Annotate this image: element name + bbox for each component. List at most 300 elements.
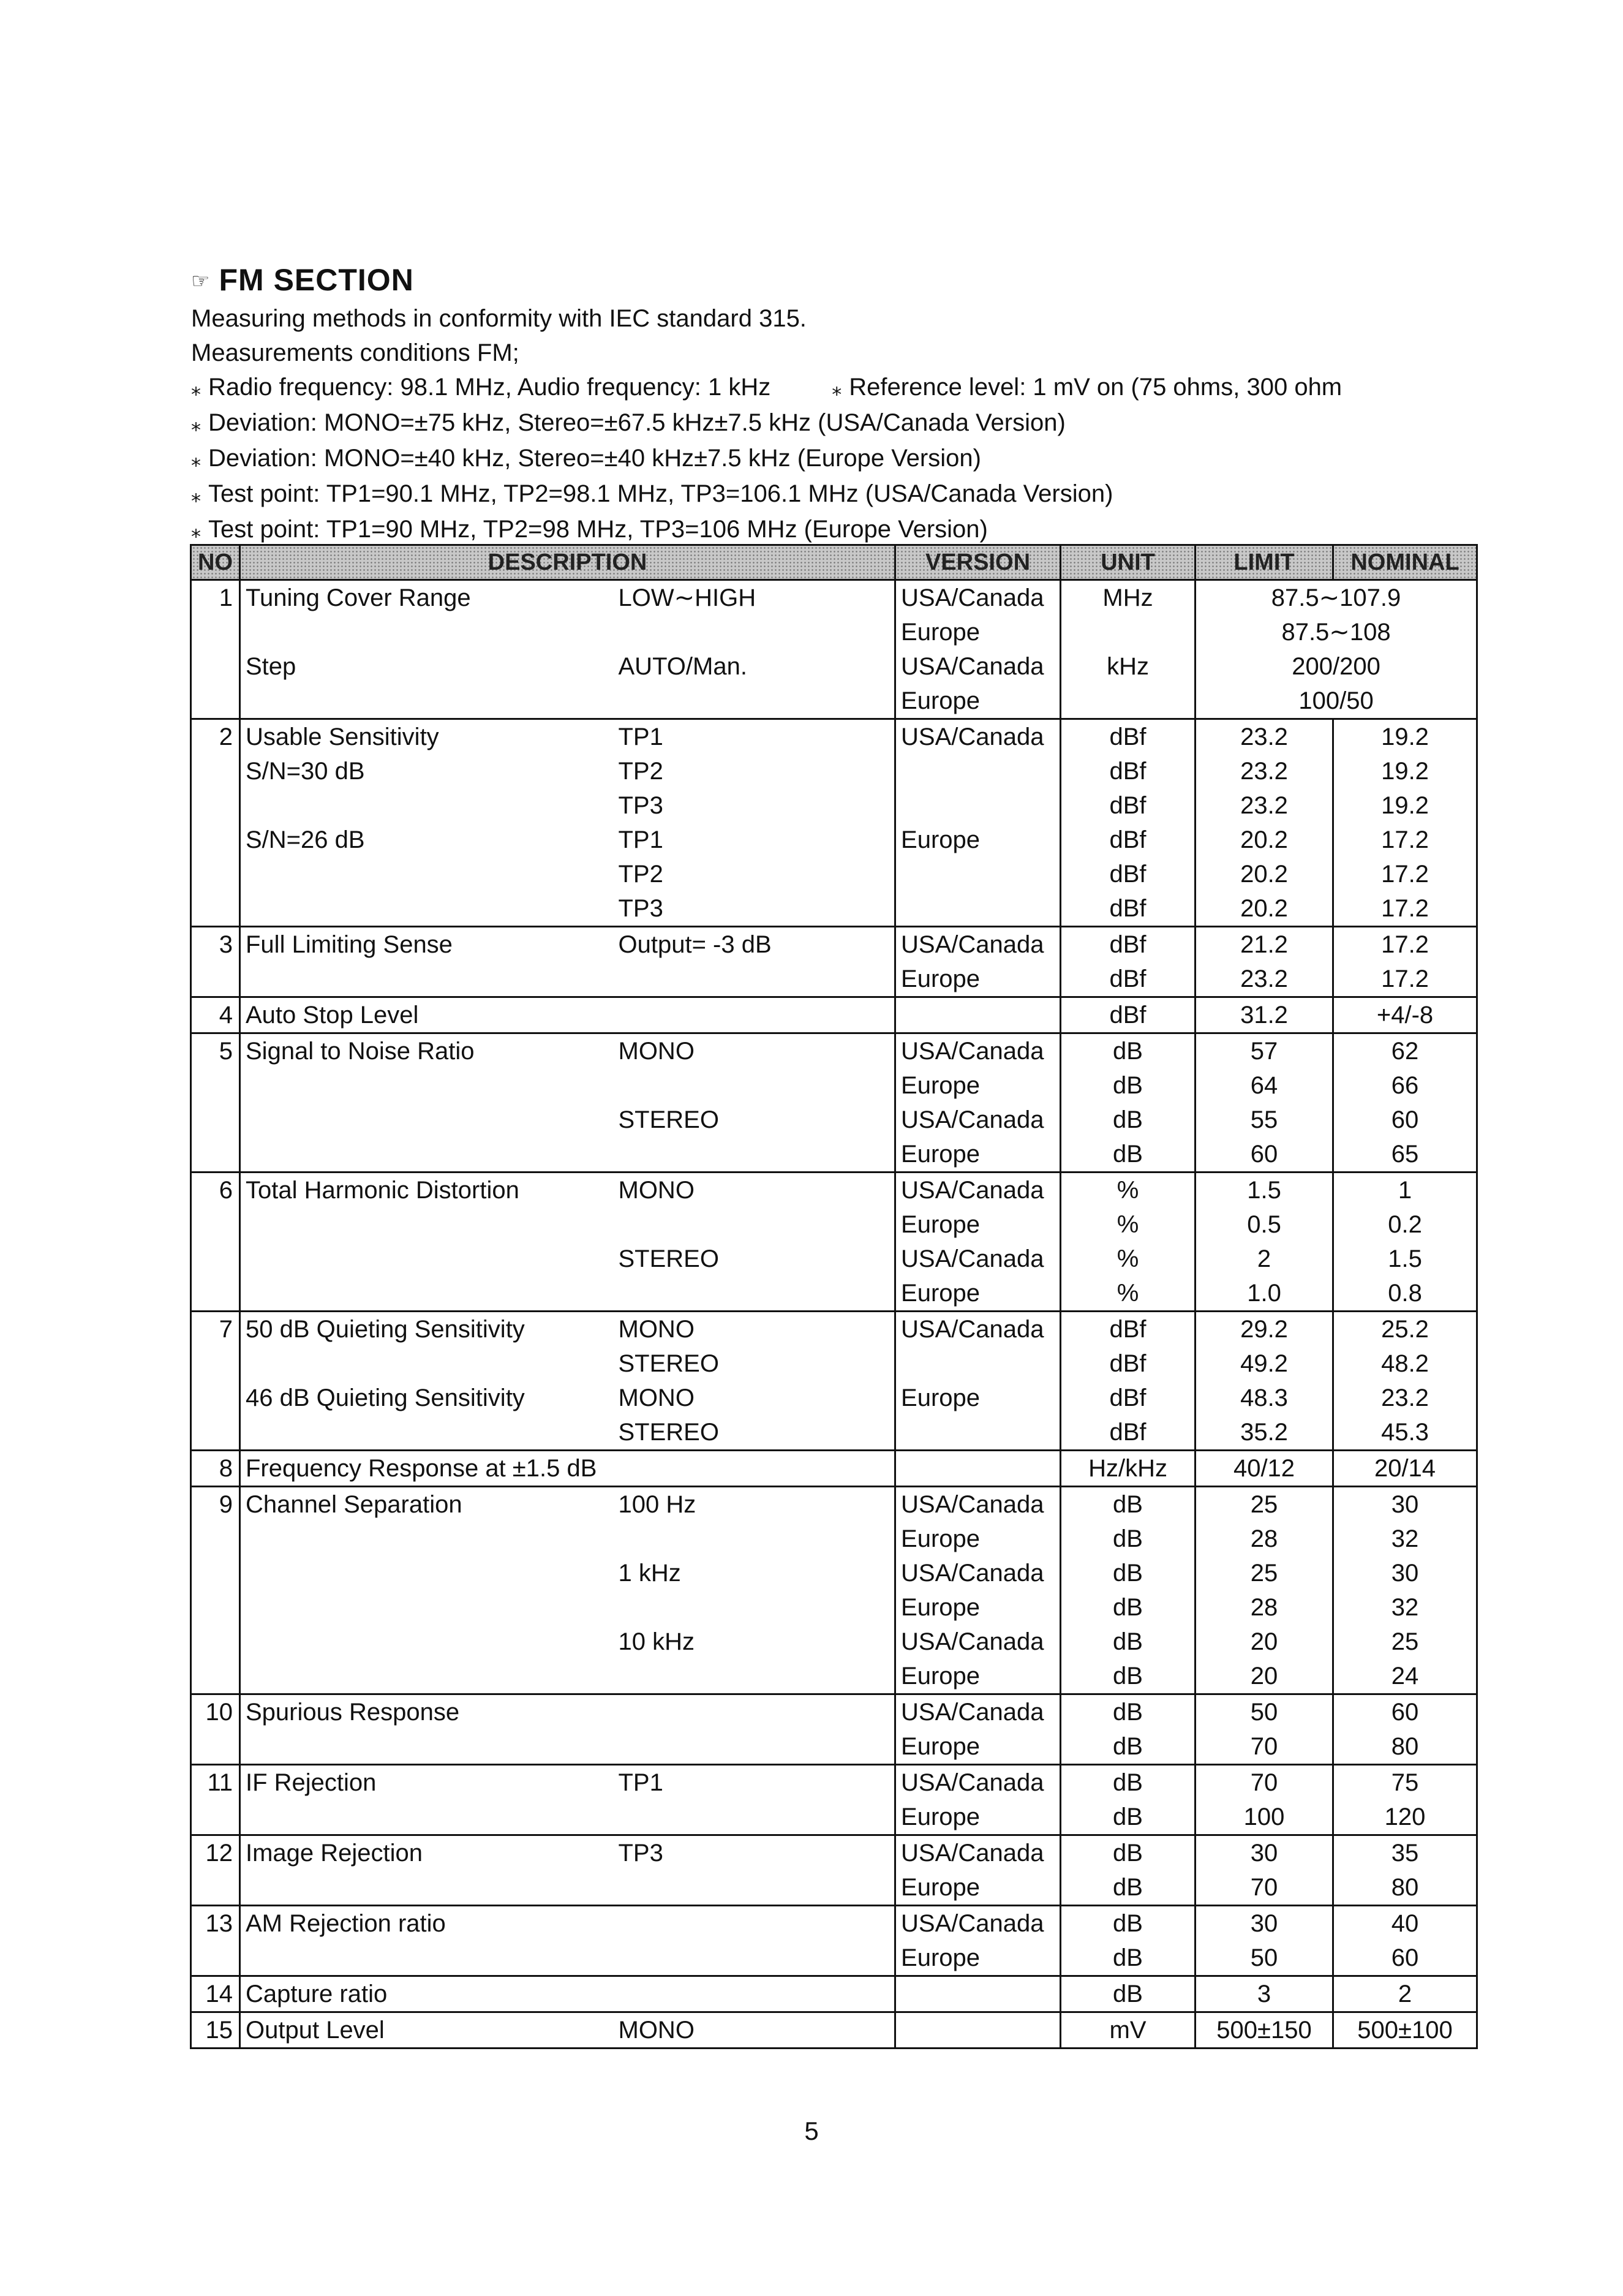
cell-limit: 23.2 (1196, 754, 1333, 788)
cell-nominal: 65 (1333, 1137, 1477, 1173)
cell-description (240, 1590, 614, 1625)
cell-limit: 28 (1196, 1522, 1333, 1556)
cell-version (895, 1415, 1061, 1451)
cell-no (191, 1346, 240, 1381)
cell-version (895, 788, 1061, 823)
table-row (191, 1276, 1477, 1312)
cell-description (240, 1729, 614, 1765)
cell-nominal: 19.2 (1333, 788, 1477, 823)
table-row (191, 1694, 1477, 1730)
cell-description: AM Rejection ratio (240, 1906, 614, 1941)
cell-limit: 70 (1196, 1729, 1333, 1765)
cell-no (191, 823, 240, 857)
table-row (191, 1556, 1477, 1590)
table-row (191, 1173, 1477, 1208)
cell-nominal: 19.2 (1333, 754, 1477, 788)
header-nominal: NOMINAL (1333, 545, 1477, 580)
cell-limit: 100 (1196, 1800, 1333, 1835)
cell-no: 6 (191, 1173, 240, 1208)
cell-description (240, 1941, 614, 1976)
cell-condition: TP2 (614, 754, 895, 788)
cell-description (240, 857, 614, 891)
cell-limit: 23.2 (1196, 788, 1333, 823)
cell-nominal: 17.2 (1333, 927, 1477, 962)
cell-no (191, 857, 240, 891)
cell-description (240, 615, 614, 649)
cell-nominal: 62 (1333, 1033, 1477, 1069)
cell-no (191, 1276, 240, 1312)
cell-description (240, 1870, 614, 1906)
cell-description (240, 1068, 614, 1103)
cell-limit: 28 (1196, 1590, 1333, 1625)
cell-no: 5 (191, 1033, 240, 1069)
cell-nominal: 23.2 (1333, 1381, 1477, 1415)
table-row (191, 1137, 1477, 1173)
cell-limit: 21.2 (1196, 927, 1333, 962)
cell-condition (614, 1800, 895, 1835)
condition-test-point-usa: Test point: TP1=90.1 MHz, TP2=98.1 MHz, TP3=106.1 MHz (USA/Canada Version) (208, 480, 1113, 507)
cell-unit: dBf (1061, 719, 1196, 755)
cell-unit: dB (1061, 1835, 1196, 1871)
table-row (191, 580, 1477, 616)
cell-description (240, 1207, 614, 1242)
cell-condition: STEREO (614, 1346, 895, 1381)
cell-no (191, 754, 240, 788)
cell-condition (614, 1207, 895, 1242)
cell-description (240, 1522, 614, 1556)
condition-deviation-usa: Deviation: MONO=±75 kHz, Stereo=±67.5 kHz±7.5 kHz (USA/Canada Version) (208, 409, 1066, 436)
table-row (191, 1765, 1477, 1800)
cell-condition (614, 615, 895, 649)
cell-version: Europe (895, 615, 1061, 649)
cell-condition (614, 997, 895, 1033)
cell-unit: dB (1061, 1137, 1196, 1173)
table-row (191, 1625, 1477, 1659)
cell-version: USA/Canada (895, 1242, 1061, 1276)
table-row (191, 1415, 1477, 1451)
table-row (191, 1729, 1477, 1765)
cell-unit: dB (1061, 1694, 1196, 1730)
cell-condition: LOW∼HIGH (614, 580, 895, 616)
table-row (191, 1976, 1477, 2012)
cell-unit: dB (1061, 1870, 1196, 1906)
cell-condition (614, 1276, 895, 1312)
cell-nominal: 20/14 (1333, 1451, 1477, 1487)
cell-version: USA/Canada (895, 1312, 1061, 1347)
cell-limit: 20.2 (1196, 857, 1333, 891)
cell-condition (614, 1906, 895, 1941)
cell-nominal: 45.3 (1333, 1415, 1477, 1451)
cell-limit: 60 (1196, 1137, 1333, 1173)
cell-nominal: 0.2 (1333, 1207, 1477, 1242)
cell-description: Usable Sensitivity (240, 719, 614, 755)
cell-description: Step (240, 649, 614, 684)
bullet-star: ⁎ (191, 377, 201, 399)
section-title-text: FM SECTION (219, 263, 414, 297)
bullet-star: ⁎ (832, 377, 842, 399)
cell-unit: dB (1061, 1765, 1196, 1800)
cell-description: Auto Stop Level (240, 997, 614, 1033)
cell-unit: dBf (1061, 754, 1196, 788)
cell-nominal: 1.5 (1333, 1242, 1477, 1276)
cell-description (240, 1415, 614, 1451)
condition-reference-level: Reference level: 1 mV on (75 ohms, 300 ohm (849, 374, 1342, 401)
cell-limit-nominal: 87.5∼108 (1196, 615, 1477, 649)
cell-nominal: 24 (1333, 1659, 1477, 1694)
cell-version (895, 754, 1061, 788)
cell-unit: kHz (1061, 649, 1196, 684)
cell-unit: dBf (1061, 1312, 1196, 1347)
cell-condition: TP3 (614, 891, 895, 927)
table-row (191, 684, 1477, 719)
cell-limit: 2 (1196, 1242, 1333, 1276)
bullet-star: ⁎ (191, 519, 201, 542)
table-row (191, 1870, 1477, 1906)
condition-row-3 (191, 441, 1342, 477)
cell-condition (614, 962, 895, 997)
cell-unit: dB (1061, 1659, 1196, 1694)
cell-unit: dBf (1061, 962, 1196, 997)
cell-unit: dB (1061, 1976, 1196, 2012)
cell-description (240, 1137, 614, 1173)
table-row (191, 1451, 1477, 1487)
cell-nominal: 80 (1333, 1729, 1477, 1765)
table-body (191, 580, 1477, 2049)
cell-nominal: 32 (1333, 1590, 1477, 1625)
cell-limit: 29.2 (1196, 1312, 1333, 1347)
cell-no: 12 (191, 1835, 240, 1871)
cell-nominal: 1 (1333, 1173, 1477, 1208)
cell-nominal: 17.2 (1333, 857, 1477, 891)
cell-condition: TP1 (614, 823, 895, 857)
cell-nominal: 30 (1333, 1487, 1477, 1522)
condition-radio-frequency: Radio frequency: 98.1 MHz, Audio frequency: 1 kHz (208, 374, 771, 401)
cell-no (191, 649, 240, 684)
cell-no (191, 1068, 240, 1103)
cell-limit: 50 (1196, 1694, 1333, 1730)
table-row (191, 1590, 1477, 1625)
cell-version: Europe (895, 1068, 1061, 1103)
cell-description: Spurious Response (240, 1694, 614, 1730)
condition-row-1 (191, 370, 1342, 406)
cell-condition: MONO (614, 2012, 895, 2049)
cell-description (240, 1242, 614, 1276)
condition-row-2 (191, 406, 1342, 441)
cell-no (191, 1381, 240, 1415)
cell-condition: 100 Hz (614, 1487, 895, 1522)
table-row (191, 823, 1477, 857)
cell-version: Europe (895, 1137, 1061, 1173)
cell-limit: 64 (1196, 1068, 1333, 1103)
cell-condition: TP3 (614, 788, 895, 823)
cell-nominal: 19.2 (1333, 719, 1477, 755)
cell-version: USA/Canada (895, 927, 1061, 962)
cell-version: Europe (895, 1381, 1061, 1415)
cell-no (191, 1590, 240, 1625)
cell-no (191, 615, 240, 649)
table-row (191, 1381, 1477, 1415)
cell-version: USA/Canada (895, 1103, 1061, 1137)
cell-nominal: 75 (1333, 1765, 1477, 1800)
cell-unit: mV (1061, 2012, 1196, 2049)
cell-condition: Output= -3 dB (614, 927, 895, 962)
cell-limit: 30 (1196, 1835, 1333, 1871)
cell-description: S/N=30 dB (240, 754, 614, 788)
cell-condition: TP1 (614, 1765, 895, 1800)
cell-description (240, 1625, 614, 1659)
cell-version: Europe (895, 1941, 1061, 1976)
table-row (191, 891, 1477, 927)
cell-condition: 10 kHz (614, 1625, 895, 1659)
cell-condition (614, 1659, 895, 1694)
cell-limit-nominal: 87.5∼107.9 (1196, 580, 1477, 616)
cell-condition: MONO (614, 1173, 895, 1208)
cell-version: Europe (895, 1590, 1061, 1625)
cell-description: Output Level (240, 2012, 614, 2049)
cell-limit: 20.2 (1196, 891, 1333, 927)
cell-unit (1061, 615, 1196, 649)
cell-no (191, 684, 240, 719)
table-row (191, 2012, 1477, 2049)
cell-no (191, 1415, 240, 1451)
cell-no (191, 1625, 240, 1659)
cell-version: USA/Canada (895, 1487, 1061, 1522)
cell-condition (614, 1451, 895, 1487)
table-row (191, 649, 1477, 684)
cell-unit: % (1061, 1242, 1196, 1276)
table-row (191, 1103, 1477, 1137)
table-row (191, 962, 1477, 997)
cell-no: 11 (191, 1765, 240, 1800)
cell-version: Europe (895, 1522, 1061, 1556)
cell-no (191, 1522, 240, 1556)
cell-limit: 20.2 (1196, 823, 1333, 857)
cell-description (240, 1276, 614, 1312)
cell-unit: dB (1061, 1941, 1196, 1976)
cell-limit: 25 (1196, 1487, 1333, 1522)
cell-version: Europe (895, 684, 1061, 719)
bullet-star: ⁎ (191, 413, 201, 435)
cell-condition (614, 1590, 895, 1625)
table-row (191, 1068, 1477, 1103)
cell-condition: TP1 (614, 719, 895, 755)
cell-limit: 500±150 (1196, 2012, 1333, 2049)
cell-condition: TP3 (614, 1835, 895, 1871)
cell-nominal: 60 (1333, 1103, 1477, 1137)
cell-nominal: 25.2 (1333, 1312, 1477, 1347)
cell-version (895, 997, 1061, 1033)
header-unit: UNIT (1061, 545, 1196, 580)
cell-limit: 35.2 (1196, 1415, 1333, 1451)
cell-limit: 55 (1196, 1103, 1333, 1137)
cell-limit-nominal: 200/200 (1196, 649, 1477, 684)
cell-no: 1 (191, 580, 240, 616)
table-row (191, 1835, 1477, 1871)
cell-condition (614, 1870, 895, 1906)
measurement-conditions (191, 301, 1342, 548)
cell-condition (614, 1694, 895, 1730)
cell-description (240, 1800, 614, 1835)
cell-version: Europe (895, 1659, 1061, 1694)
condition-test-point-europe: Test point: TP1=90 MHz, TP2=98 MHz, TP3=106 MHz (Europe Version) (208, 516, 988, 543)
table-row (191, 1312, 1477, 1347)
cell-limit: 50 (1196, 1941, 1333, 1976)
cell-no: 9 (191, 1487, 240, 1522)
table-row (191, 788, 1477, 823)
cell-unit: dB (1061, 1800, 1196, 1835)
cell-unit: dB (1061, 1906, 1196, 1941)
cell-unit: dB (1061, 1487, 1196, 1522)
table-row (191, 1522, 1477, 1556)
header-description: DESCRIPTION (240, 545, 895, 580)
cell-no: 7 (191, 1312, 240, 1347)
cell-version: Europe (895, 1870, 1061, 1906)
table-row (191, 1033, 1477, 1069)
intro-line-standard: Measuring methods in conformity with IEC standard 315. (191, 305, 807, 332)
cell-condition: MONO (614, 1033, 895, 1069)
cell-condition (614, 1941, 895, 1976)
cell-version (895, 1346, 1061, 1381)
cell-unit (1061, 684, 1196, 719)
cell-condition (614, 684, 895, 719)
cell-condition: MONO (614, 1312, 895, 1347)
table-row (191, 1800, 1477, 1835)
cell-unit: dBf (1061, 891, 1196, 927)
cell-limit: 1.5 (1196, 1173, 1333, 1208)
cell-condition (614, 1729, 895, 1765)
cell-description: IF Rejection (240, 1765, 614, 1800)
cell-version: USA/Canada (895, 1694, 1061, 1730)
cell-version: Europe (895, 823, 1061, 857)
cell-unit: dBf (1061, 1415, 1196, 1451)
cell-no: 3 (191, 927, 240, 962)
cell-unit: dB (1061, 1103, 1196, 1137)
cell-unit: dB (1061, 1068, 1196, 1103)
cell-nominal: +4/-8 (1333, 997, 1477, 1033)
cell-unit: dB (1061, 1625, 1196, 1659)
header-version: VERSION (895, 545, 1061, 580)
header-limit: LIMIT (1196, 545, 1333, 580)
cell-unit: dB (1061, 1590, 1196, 1625)
cell-nominal: 30 (1333, 1556, 1477, 1590)
cell-version (895, 891, 1061, 927)
cell-nominal: 80 (1333, 1870, 1477, 1906)
cell-limit: 31.2 (1196, 997, 1333, 1033)
header-no: NO (191, 545, 240, 580)
cell-condition: STEREO (614, 1103, 895, 1137)
bullet-star: ⁎ (191, 448, 201, 470)
cell-description (240, 788, 614, 823)
cell-description (240, 1556, 614, 1590)
cell-unit: % (1061, 1173, 1196, 1208)
cell-no (191, 1941, 240, 1976)
condition-deviation-europe: Deviation: MONO=±40 kHz, Stereo=±40 kHz±7.5 kHz (Europe Version) (208, 445, 981, 472)
table-row (191, 1487, 1477, 1522)
cell-limit: 20 (1196, 1625, 1333, 1659)
cell-no: 10 (191, 1694, 240, 1730)
table-row (191, 1242, 1477, 1276)
cell-no: 13 (191, 1906, 240, 1941)
cell-limit: 1.0 (1196, 1276, 1333, 1312)
cell-limit: 25 (1196, 1556, 1333, 1590)
page-number: 5 (804, 2117, 819, 2145)
cell-description: Signal to Noise Ratio (240, 1033, 614, 1069)
cell-description: Channel Separation (240, 1487, 614, 1522)
cell-description (240, 1346, 614, 1381)
table-row (191, 1941, 1477, 1976)
cell-nominal: 32 (1333, 1522, 1477, 1556)
section-heading (191, 262, 414, 298)
cell-unit: dB (1061, 1556, 1196, 1590)
cell-unit: dBf (1061, 1346, 1196, 1381)
cell-limit: 30 (1196, 1906, 1333, 1941)
cell-description: Frequency Response at ±1.5 dB (240, 1451, 614, 1487)
cell-unit: dBf (1061, 997, 1196, 1033)
cell-limit: 23.2 (1196, 962, 1333, 997)
cell-unit: dB (1061, 1729, 1196, 1765)
cell-description (240, 891, 614, 927)
cell-condition (614, 1522, 895, 1556)
cell-condition: STEREO (614, 1242, 895, 1276)
cell-version (895, 1451, 1061, 1487)
cell-limit: 70 (1196, 1870, 1333, 1906)
cell-nominal: 120 (1333, 1800, 1477, 1835)
cell-version: USA/Canada (895, 649, 1061, 684)
cell-unit: MHz (1061, 580, 1196, 616)
cell-limit: 57 (1196, 1033, 1333, 1069)
cell-no (191, 788, 240, 823)
cell-no: 4 (191, 997, 240, 1033)
cell-nominal: 35 (1333, 1835, 1477, 1871)
cell-nominal: 500±100 (1333, 2012, 1477, 2049)
cell-version: USA/Canada (895, 1556, 1061, 1590)
cell-no: 14 (191, 1976, 240, 2012)
cell-description: Full Limiting Sense (240, 927, 614, 962)
cell-no (191, 962, 240, 997)
cell-no: 2 (191, 719, 240, 755)
cell-version: USA/Canada (895, 1906, 1061, 1941)
table-row (191, 1906, 1477, 1941)
cell-version: USA/Canada (895, 580, 1061, 616)
cell-limit: 70 (1196, 1765, 1333, 1800)
cell-limit: 20 (1196, 1659, 1333, 1694)
cell-version: Europe (895, 1729, 1061, 1765)
cell-no (191, 1242, 240, 1276)
cell-description (240, 1103, 614, 1137)
cell-nominal: 17.2 (1333, 891, 1477, 927)
fm-spec-table (190, 544, 1478, 2049)
cell-nominal: 17.2 (1333, 823, 1477, 857)
cell-description: 46 dB Quieting Sensitivity (240, 1381, 614, 1415)
cell-description: 50 dB Quieting Sensitivity (240, 1312, 614, 1347)
cell-unit: dBf (1061, 788, 1196, 823)
cell-condition: MONO (614, 1381, 895, 1415)
cell-no (191, 1103, 240, 1137)
table-row (191, 927, 1477, 962)
cell-no: 8 (191, 1451, 240, 1487)
cell-unit: dBf (1061, 1381, 1196, 1415)
cell-no (191, 1729, 240, 1765)
cell-unit: Hz/kHz (1061, 1451, 1196, 1487)
table-row (191, 719, 1477, 755)
cell-description: Capture ratio (240, 1976, 614, 2012)
cell-unit: dBf (1061, 857, 1196, 891)
cell-nominal: 0.8 (1333, 1276, 1477, 1312)
cell-limit: 49.2 (1196, 1346, 1333, 1381)
cell-no: 15 (191, 2012, 240, 2049)
cell-description: S/N=26 dB (240, 823, 614, 857)
cell-no (191, 1800, 240, 1835)
